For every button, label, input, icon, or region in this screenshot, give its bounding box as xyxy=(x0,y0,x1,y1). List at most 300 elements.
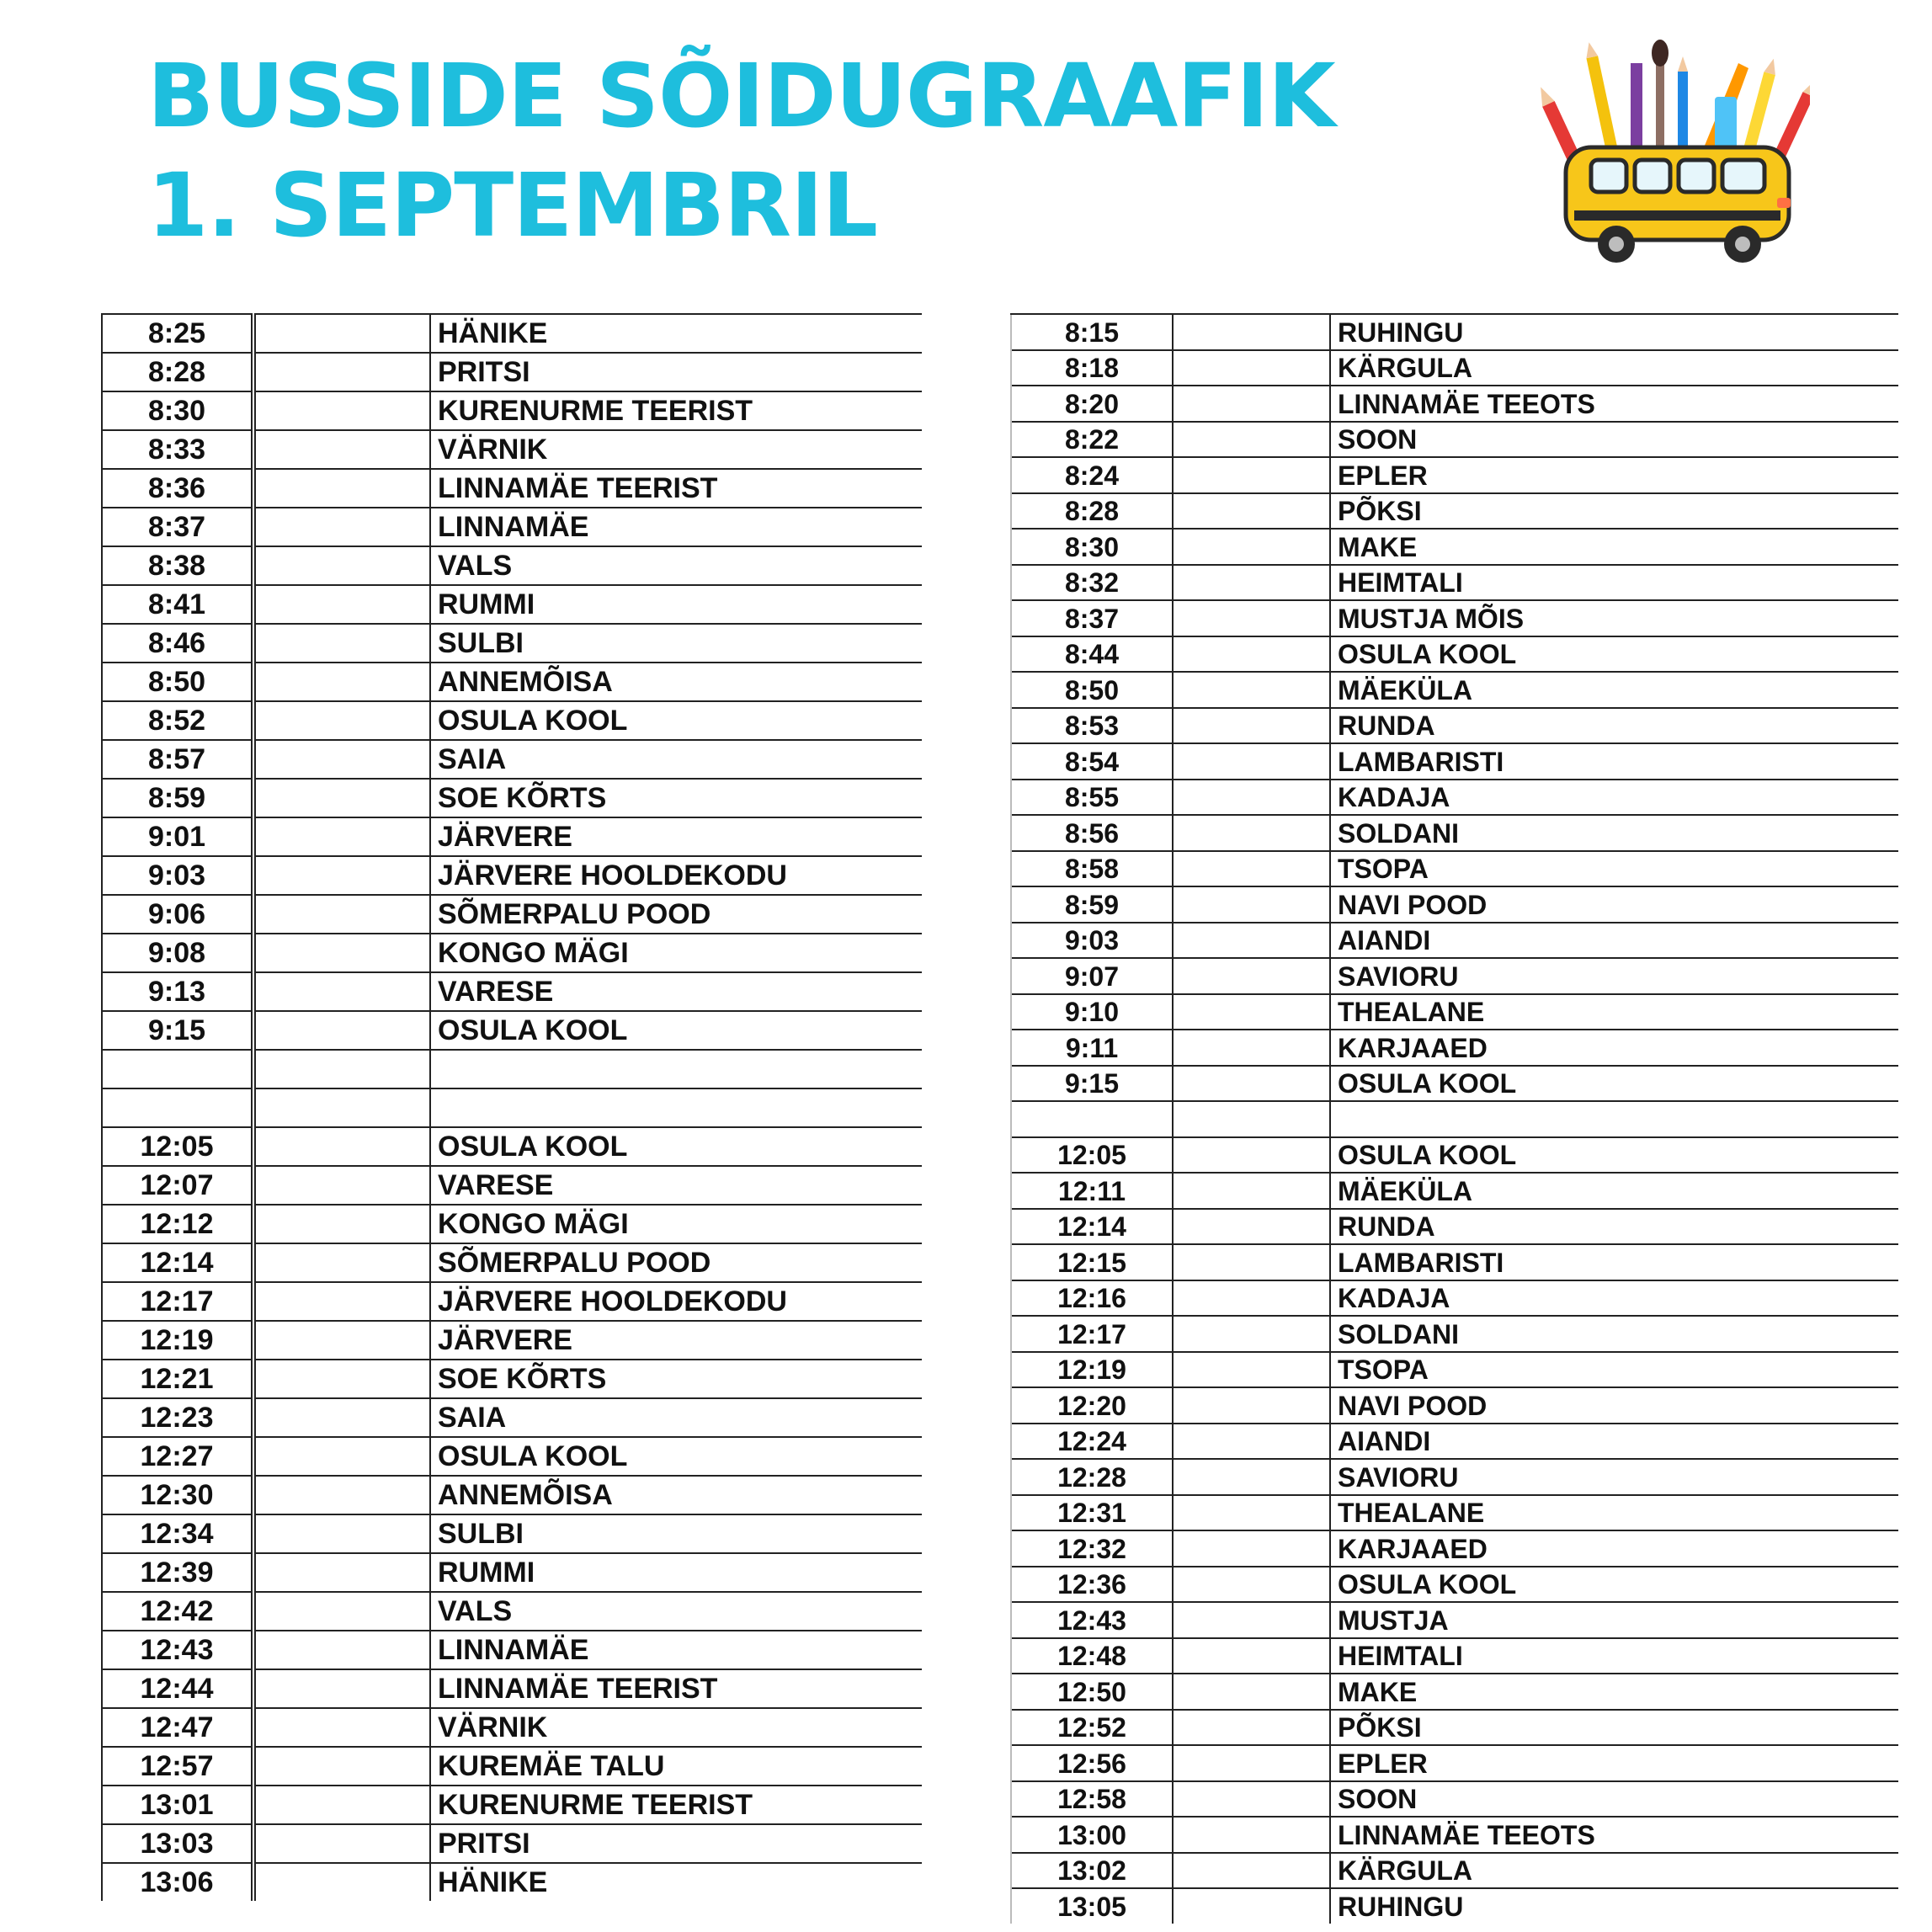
table-row xyxy=(102,1863,922,1901)
departure-time: 12:32 xyxy=(1011,1530,1173,1567)
stop-name xyxy=(430,1088,922,1127)
departure-time: 12:17 xyxy=(102,1282,253,1321)
stop-name: MÄEKÜLA xyxy=(1330,1173,1898,1209)
page-title-line-1: BUSSIDE SÕIDUGRAAFIK xyxy=(147,45,1335,147)
table-row xyxy=(1011,565,1898,601)
table-row xyxy=(102,353,922,391)
departure-time: 8:57 xyxy=(102,740,253,779)
empty-cell xyxy=(1173,851,1330,887)
empty-cell xyxy=(1173,1316,1330,1352)
stop-name: PRITSI xyxy=(430,353,922,391)
departure-time: 8:24 xyxy=(1011,457,1173,493)
empty-cell xyxy=(1173,743,1330,780)
table-row xyxy=(102,391,922,430)
departure-time: 8:25 xyxy=(102,314,253,353)
departure-time: 12:19 xyxy=(102,1321,253,1360)
empty-cell xyxy=(253,701,430,740)
empty-cell xyxy=(253,1747,430,1786)
departure-time: 12:05 xyxy=(102,1127,253,1166)
stop-name: KÄRGULA xyxy=(1330,350,1898,386)
stop-name: OSULA KOOL xyxy=(430,1127,922,1166)
table-row xyxy=(102,1360,922,1398)
stop-name: SAVIORU xyxy=(1330,958,1898,994)
departure-time xyxy=(102,1088,253,1127)
stop-name: OSULA KOOL xyxy=(430,701,922,740)
table-row xyxy=(102,1282,922,1321)
stop-name: SAVIORU xyxy=(1330,1459,1898,1495)
departure-time: 8:54 xyxy=(1011,743,1173,780)
empty-cell xyxy=(253,1127,430,1166)
table-row xyxy=(102,1824,922,1863)
stop-name: HEIMTALI xyxy=(1330,1638,1898,1674)
table-row xyxy=(1011,1137,1898,1174)
table-row xyxy=(1011,815,1898,851)
stop-name: RUNDA xyxy=(1330,1209,1898,1245)
empty-cell xyxy=(253,546,430,585)
empty-cell xyxy=(1173,529,1330,565)
departure-time: 13:05 xyxy=(1011,1888,1173,1924)
table-row xyxy=(1011,636,1898,673)
stop-name: OSULA KOOL xyxy=(1330,1137,1898,1174)
table-row xyxy=(102,469,922,508)
empty-cell xyxy=(1173,1745,1330,1781)
table-row xyxy=(102,1476,922,1514)
table-row xyxy=(1011,1387,1898,1424)
stop-name: KADAJA xyxy=(1330,1280,1898,1317)
departure-time: 8:38 xyxy=(102,546,253,585)
departure-time: 13:02 xyxy=(1011,1853,1173,1889)
table-row xyxy=(1011,672,1898,708)
stop-name: SOLDANI xyxy=(1330,815,1898,851)
departure-time: 12:05 xyxy=(1011,1137,1173,1174)
stop-name: MÄEKÜLA xyxy=(1330,672,1898,708)
table-row xyxy=(102,1708,922,1747)
departure-time: 12:28 xyxy=(1011,1459,1173,1495)
stop-name: EPLER xyxy=(1330,1745,1898,1781)
empty-cell xyxy=(1173,672,1330,708)
empty-cell xyxy=(1173,1674,1330,1710)
table-row xyxy=(102,779,922,817)
table-row xyxy=(1011,1888,1898,1924)
stop-name: NAVI POOD xyxy=(1330,1387,1898,1424)
table-row xyxy=(102,1050,922,1088)
stop-name: AIANDI xyxy=(1330,923,1898,959)
table-row xyxy=(102,1398,922,1437)
stop-name: SÕMERPALU POOD xyxy=(430,1243,922,1282)
departure-time: 12:07 xyxy=(102,1166,253,1205)
empty-cell xyxy=(1173,636,1330,673)
table-row xyxy=(102,1786,922,1824)
empty-cell xyxy=(253,1592,430,1631)
departure-time: 13:03 xyxy=(102,1824,253,1863)
departure-time: 12:39 xyxy=(102,1553,253,1592)
empty-cell xyxy=(253,508,430,546)
stop-name: KARJAAED xyxy=(1330,1030,1898,1066)
table-row xyxy=(102,663,922,701)
table-row xyxy=(102,585,922,624)
stop-name: RUMMI xyxy=(430,585,922,624)
departure-time: 8:56 xyxy=(1011,815,1173,851)
empty-cell xyxy=(1173,1853,1330,1889)
stop-name: KURENURME TEERIST xyxy=(430,391,922,430)
empty-cell xyxy=(253,1437,430,1476)
empty-cell xyxy=(253,1243,430,1282)
empty-cell xyxy=(253,1786,430,1824)
departure-time: 8:22 xyxy=(1011,422,1173,458)
stop-name: RUMMI xyxy=(430,1553,922,1592)
departure-time: 8:52 xyxy=(102,701,253,740)
table-row xyxy=(1011,1209,1898,1245)
empty-cell xyxy=(1173,958,1330,994)
empty-cell xyxy=(1173,1066,1330,1102)
empty-cell xyxy=(253,1321,430,1360)
departure-time: 8:59 xyxy=(1011,886,1173,923)
departure-time: 9:01 xyxy=(102,817,253,856)
departure-time: 12:50 xyxy=(1011,1674,1173,1710)
stop-name: KUREMÄE TALU xyxy=(430,1747,922,1786)
stop-name xyxy=(430,1050,922,1088)
departure-time: 12:21 xyxy=(102,1360,253,1398)
table-row xyxy=(102,1127,922,1166)
table-row xyxy=(1011,1781,1898,1818)
departure-time: 9:13 xyxy=(102,972,253,1011)
empty-cell xyxy=(1173,1424,1330,1460)
departure-time: 12:56 xyxy=(1011,1745,1173,1781)
stop-name: SAIA xyxy=(430,1398,922,1437)
stop-name: JÄRVERE HOOLDEKODU xyxy=(430,856,922,895)
departure-time: 12:17 xyxy=(1011,1316,1173,1352)
departure-time: 9:03 xyxy=(102,856,253,895)
empty-cell xyxy=(1173,1280,1330,1317)
table-row xyxy=(1011,1530,1898,1567)
table-row xyxy=(102,430,922,469)
table-row xyxy=(102,856,922,895)
table-row xyxy=(1011,1424,1898,1460)
departure-time: 8:41 xyxy=(102,585,253,624)
departure-time: 8:46 xyxy=(102,624,253,663)
stop-name: RUNDA xyxy=(1330,708,1898,744)
empty-cell xyxy=(253,1824,430,1863)
departure-time: 12:44 xyxy=(102,1669,253,1708)
stop-name: SULBI xyxy=(430,1514,922,1553)
empty-cell xyxy=(1173,1137,1330,1174)
table-row xyxy=(1011,851,1898,887)
empty-cell xyxy=(253,1011,430,1050)
departure-time: 12:58 xyxy=(1011,1781,1173,1818)
stop-name: THEALANE xyxy=(1330,994,1898,1030)
stop-name: MAKE xyxy=(1330,529,1898,565)
empty-cell xyxy=(1173,1387,1330,1424)
stop-name: SAIA xyxy=(430,740,922,779)
empty-cell xyxy=(1173,886,1330,923)
table-row xyxy=(1011,314,1898,350)
table-row xyxy=(102,1669,922,1708)
empty-cell xyxy=(1173,457,1330,493)
stop-name: KÄRGULA xyxy=(1330,1853,1898,1889)
page-title-line-2: 1. SEPTEMBRIL xyxy=(147,154,878,257)
empty-cell xyxy=(253,856,430,895)
empty-cell xyxy=(1173,708,1330,744)
empty-cell xyxy=(253,624,430,663)
departure-time: 12:12 xyxy=(102,1205,253,1243)
departure-time: 8:59 xyxy=(102,779,253,817)
stop-name xyxy=(1330,1101,1898,1137)
table-row xyxy=(102,1205,922,1243)
stop-name: MAKE xyxy=(1330,1674,1898,1710)
empty-cell xyxy=(253,1476,430,1514)
table-row xyxy=(102,1321,922,1360)
table-row xyxy=(102,1166,922,1205)
table-row xyxy=(1011,743,1898,780)
empty-cell xyxy=(1173,1244,1330,1280)
table-row xyxy=(1011,1459,1898,1495)
empty-cell xyxy=(253,1282,430,1321)
table-row xyxy=(1011,1316,1898,1352)
departure-time: 12:11 xyxy=(1011,1173,1173,1209)
empty-cell xyxy=(1173,994,1330,1030)
table-row xyxy=(102,1631,922,1669)
empty-cell xyxy=(253,1669,430,1708)
table-row xyxy=(102,1592,922,1631)
table-row xyxy=(1011,1567,1898,1603)
departure-time: 12:20 xyxy=(1011,1387,1173,1424)
table-row xyxy=(1011,350,1898,386)
stop-name: MUSTJA xyxy=(1330,1602,1898,1638)
departure-time: 8:50 xyxy=(1011,672,1173,708)
stop-name: VALS xyxy=(430,546,922,585)
empty-cell xyxy=(1173,1530,1330,1567)
table-row xyxy=(102,314,922,353)
table-row xyxy=(1011,1173,1898,1209)
departure-time: 8:37 xyxy=(1011,600,1173,636)
departure-time: 8:44 xyxy=(1011,636,1173,673)
departure-time: 9:08 xyxy=(102,934,253,972)
stop-name: HEIMTALI xyxy=(1330,565,1898,601)
stop-name: LINNAMÄE TEERIST xyxy=(430,469,922,508)
stop-name: LAMBARISTI xyxy=(1330,1244,1898,1280)
departure-time: 12:14 xyxy=(102,1243,253,1282)
departure-time: 9:15 xyxy=(102,1011,253,1050)
departure-time: 12:57 xyxy=(102,1747,253,1786)
stop-name: SOON xyxy=(1330,422,1898,458)
table-row xyxy=(102,701,922,740)
empty-cell xyxy=(1173,1710,1330,1746)
stop-name: AIANDI xyxy=(1330,1424,1898,1460)
table-row xyxy=(102,624,922,663)
table-row xyxy=(102,934,922,972)
departure-time: 8:20 xyxy=(1011,386,1173,422)
table-row xyxy=(1011,708,1898,744)
schedule-table-left xyxy=(101,313,922,1901)
empty-cell xyxy=(253,1050,430,1088)
empty-cell xyxy=(1173,1817,1330,1853)
empty-cell xyxy=(1173,1495,1330,1531)
departure-time: 8:28 xyxy=(1011,493,1173,530)
stop-name: SULBI xyxy=(430,624,922,663)
departure-time: 12:24 xyxy=(1011,1424,1173,1460)
departure-time: 12:36 xyxy=(1011,1567,1173,1603)
table-row xyxy=(1011,1101,1898,1137)
departure-time: 8:37 xyxy=(102,508,253,546)
empty-cell xyxy=(253,1553,430,1592)
empty-cell xyxy=(253,1166,430,1205)
empty-cell xyxy=(1173,1638,1330,1674)
stop-name: KARJAAED xyxy=(1330,1530,1898,1567)
stop-name: EPLER xyxy=(1330,457,1898,493)
stop-name: OSULA KOOL xyxy=(1330,1066,1898,1102)
departure-time: 12:14 xyxy=(1011,1209,1173,1245)
departure-time: 9:15 xyxy=(1011,1066,1173,1102)
departure-time: 9:06 xyxy=(102,895,253,934)
departure-time: 8:18 xyxy=(1011,350,1173,386)
stop-name: OSULA KOOL xyxy=(430,1437,922,1476)
empty-cell xyxy=(1173,1781,1330,1818)
table-row xyxy=(1011,1853,1898,1889)
empty-cell xyxy=(253,1398,430,1437)
departure-time: 13:06 xyxy=(102,1863,253,1901)
stop-name: KURENURME TEERIST xyxy=(430,1786,922,1824)
empty-cell xyxy=(253,1631,430,1669)
departure-time: 12:27 xyxy=(102,1437,253,1476)
table-row xyxy=(1011,1030,1898,1066)
empty-cell xyxy=(253,314,430,353)
departure-time: 8:30 xyxy=(102,391,253,430)
departure-time: 12:16 xyxy=(1011,1280,1173,1317)
table-row xyxy=(102,508,922,546)
departure-time: 13:00 xyxy=(1011,1817,1173,1853)
departure-time: 12:19 xyxy=(1011,1352,1173,1388)
empty-cell xyxy=(1173,815,1330,851)
empty-cell xyxy=(1173,386,1330,422)
departure-time: 9:10 xyxy=(1011,994,1173,1030)
empty-cell xyxy=(253,1708,430,1747)
school-bus-with-pencils-icon xyxy=(1528,38,1810,269)
stop-name: OSULA KOOL xyxy=(1330,1567,1898,1603)
empty-cell xyxy=(253,934,430,972)
empty-cell xyxy=(1173,923,1330,959)
empty-cell xyxy=(1173,1459,1330,1495)
table-row xyxy=(102,1088,922,1127)
departure-time: 12:43 xyxy=(102,1631,253,1669)
table-row xyxy=(1011,1280,1898,1317)
stop-name: LINNAMÄE TEERIST xyxy=(430,1669,922,1708)
stop-name: PRITSI xyxy=(430,1824,922,1863)
stop-name: OSULA KOOL xyxy=(430,1011,922,1050)
stop-name: VÄRNIK xyxy=(430,430,922,469)
empty-cell xyxy=(253,972,430,1011)
departure-time: 8:55 xyxy=(1011,780,1173,816)
empty-cell xyxy=(1173,493,1330,530)
empty-cell xyxy=(1173,422,1330,458)
stop-name: VARESE xyxy=(430,972,922,1011)
empty-cell xyxy=(1173,350,1330,386)
empty-cell xyxy=(1173,1602,1330,1638)
stop-name: JÄRVERE xyxy=(430,1321,922,1360)
stop-name: HÄNIKE xyxy=(430,1863,922,1901)
stop-name: KONGO MÄGI xyxy=(430,1205,922,1243)
table-row xyxy=(1011,1352,1898,1388)
empty-cell xyxy=(1173,565,1330,601)
departure-time: 12:42 xyxy=(102,1592,253,1631)
departure-time: 8:58 xyxy=(1011,851,1173,887)
departure-time: 12:43 xyxy=(1011,1602,1173,1638)
empty-cell xyxy=(253,779,430,817)
empty-cell xyxy=(253,430,430,469)
departure-time: 9:07 xyxy=(1011,958,1173,994)
stop-name: LAMBARISTI xyxy=(1330,743,1898,780)
empty-cell xyxy=(253,663,430,701)
stop-name: TSOPA xyxy=(1330,1352,1898,1388)
table-row xyxy=(1011,1745,1898,1781)
table-row xyxy=(102,1437,922,1476)
stop-name: KONGO MÄGI xyxy=(430,934,922,972)
stop-name: PÕKSI xyxy=(1330,1710,1898,1746)
empty-cell xyxy=(253,817,430,856)
stop-name: LINNAMÄE xyxy=(430,1631,922,1669)
departure-time: 12:30 xyxy=(102,1476,253,1514)
stop-name: ANNEMÕISA xyxy=(430,663,922,701)
table-row xyxy=(1011,386,1898,422)
empty-cell xyxy=(1173,1567,1330,1603)
stop-name: MUSTJA MÕIS xyxy=(1330,600,1898,636)
table-row xyxy=(1011,923,1898,959)
table-row xyxy=(1011,1710,1898,1746)
departure-time: 12:48 xyxy=(1011,1638,1173,1674)
stop-name: KADAJA xyxy=(1330,780,1898,816)
departure-time: 12:52 xyxy=(1011,1710,1173,1746)
table-row xyxy=(1011,886,1898,923)
stop-name: SOE KÕRTS xyxy=(430,1360,922,1398)
stop-name: JÄRVERE HOOLDEKODU xyxy=(430,1282,922,1321)
departure-time: 8:30 xyxy=(1011,529,1173,565)
empty-cell xyxy=(1173,600,1330,636)
departure-time: 8:36 xyxy=(102,469,253,508)
empty-cell xyxy=(253,1360,430,1398)
stop-name: RUHINGU xyxy=(1330,1888,1898,1924)
departure-time xyxy=(1011,1101,1173,1137)
empty-cell xyxy=(1173,780,1330,816)
table-row xyxy=(102,1514,922,1553)
schedule-table-right xyxy=(1010,313,1898,1924)
empty-cell xyxy=(1173,1352,1330,1388)
stop-name: JÄRVERE xyxy=(430,817,922,856)
empty-cell xyxy=(253,391,430,430)
stop-name: SOE KÕRTS xyxy=(430,779,922,817)
departure-time: 8:32 xyxy=(1011,565,1173,601)
departure-time xyxy=(102,1050,253,1088)
empty-cell xyxy=(1173,1209,1330,1245)
departure-time: 9:11 xyxy=(1011,1030,1173,1066)
stop-name: OSULA KOOL xyxy=(1330,636,1898,673)
stop-name: ANNEMÕISA xyxy=(430,1476,922,1514)
table-row xyxy=(1011,422,1898,458)
stop-name: NAVI POOD xyxy=(1330,886,1898,923)
departure-time: 12:34 xyxy=(102,1514,253,1553)
table-row xyxy=(1011,994,1898,1030)
departure-time: 12:31 xyxy=(1011,1495,1173,1531)
table-row xyxy=(1011,780,1898,816)
stop-name: TSOPA xyxy=(1330,851,1898,887)
stop-name: VÄRNIK xyxy=(430,1708,922,1747)
table-row xyxy=(1011,529,1898,565)
departure-time: 13:01 xyxy=(102,1786,253,1824)
stop-name: LINNAMÄE TEEOTS xyxy=(1330,386,1898,422)
table-row xyxy=(1011,1674,1898,1710)
departure-time: 8:50 xyxy=(102,663,253,701)
stop-name: THEALANE xyxy=(1330,1495,1898,1531)
stop-name: RUHINGU xyxy=(1330,314,1898,350)
empty-cell xyxy=(253,585,430,624)
